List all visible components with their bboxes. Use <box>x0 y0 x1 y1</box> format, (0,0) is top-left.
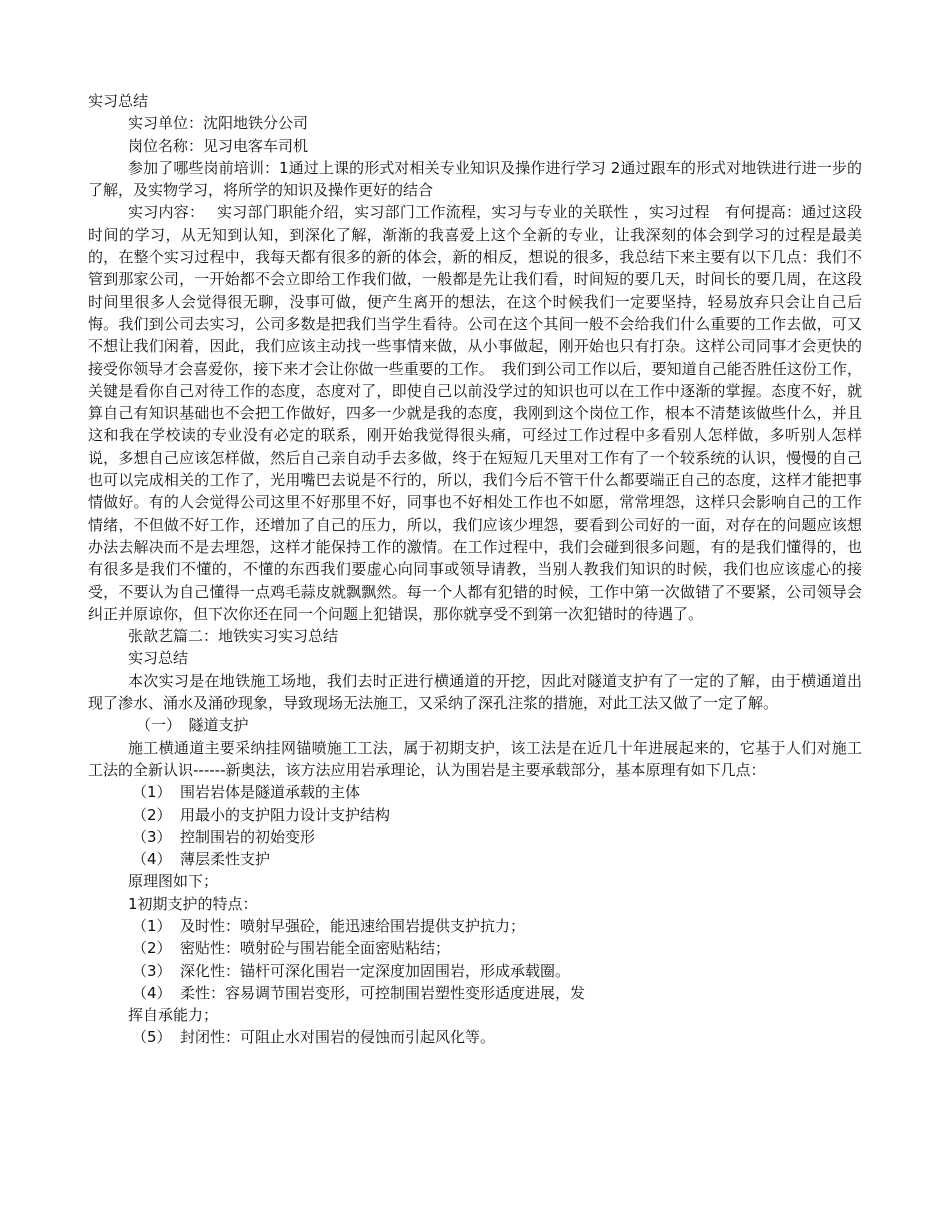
content-paragraph: 实习内容： 实习部门职能介绍，实习部门工作流程，实习与专业的关联性 ，实习过程 有何提高：通过这段时间的学习，从无知到认知，到深化了解，渐渐的我喜爱上这个全新的专业，让我深刻的体会到学习的过程是最美的，在整个实习过程中，我每天都有很多的新的体会，新的相反，想说的很多，我总结下来主要有以下几点：我们不管到那家公司，一开始都不会立即给工作我们做，一般都是先让我们看，时间短的要几天，时间长的要几周，在这段时间里很多人会觉得很无聊，没事可做，便产生离开的想法，在这个时候我们一定要坚持，轻易放弃只会让自己后悔。我们到公司去实习，公司多数是把我们当学生看待。公司在这个其间一般不会给我们什么重要的工作去做，可又不想让我们闲着，因此，我们应该主动找一些事情来做，从小事做起，刚开始也只有打杂。这样公司同事才会更快的接受你领导才会喜爱你，接下来才会让你做一些重要的工作。 我们到公司工作以后，要知道自己能否胜任这份工作，关键是看你自己对待工作的态度，态度对了，即使自己以前没学过的知识也可以在工作中逐渐的掌握。态度不好，就算自己有知识基础也不会把工作做好，四多一少就是我的态度，我刚到这个岗位工作，根本不清楚该做些什么，并且这和我在学校读的专业没有必定的联系，刚开始我觉得很头痛，可经过工作过程中多看别人怎样做，多听别人怎样说，多想自己应该怎样做，然后自己亲自动手去多做，终于在短短几天里对工作有了一个较系统的认识，慢慢的自己也可以完成相关的工作了，光用嘴巴去说是不行的，所以，我们今后不管干什么都要端正自己的态度，这样才能把事情做好。有的人会觉得公司这里不好那里不好，同事也不好相处工作也不如愿，常常埋怨，这样只会影响自己的工作情绪，不但做不好工作，还增加了自己的压力，所以，我们应该少埋怨，要看到公司好的一面，对存在的问题应该想办法去解决而不是去埋怨，这样才能保持工作的激情。在工作过程中，我们会碰到很多问题，有的是我们懂得的，也有很多是我们不懂的，不懂的东西我们要虚心向同事或领导请教，当别人教我们知识的时候，我们也应该虚心的接受，不要认为自己懂得一点鸡毛蒜皮就飘飘然。每一个人都有犯错的时候，工作中第一次做错了不要紧，公司领导会纠正并原谅你，但下次你还在同一个问题上犯错误，那你就享受不到第一次犯错时的待遇了。 <box>88 203 862 623</box>
item-text: 深化性：锚杆可深化围岩一定深度加固围岩，形成承载圈。 <box>180 961 571 980</box>
item-text: 柔性：容易调节围岩变形，可控制围岩塑性变形适度进展，发 <box>180 983 586 1002</box>
position-name: 岗位名称：见习电客车司机 <box>128 136 309 155</box>
diagram-note: 原理图如下； <box>128 872 219 891</box>
document-heading: 实习总结 <box>88 92 149 110</box>
item-number: （3） <box>132 961 172 980</box>
item-number: （4） <box>132 850 172 869</box>
item-number: （1） <box>132 783 172 802</box>
item-text: 控制围岩的初始变形 <box>180 827 316 846</box>
item-number: （3） <box>132 827 172 846</box>
principles-list <box>88 781 862 870</box>
intro-paragraph: 本次实习是在地铁施工场地，我们去时正进行横通道的开挖，因此对隧道支护有了一定的了解，由于横通道出现了渗水、涌水及涌砂现象，导致现场无法施工，又采纳了深孔注浆的措施，对此工法又做了一定了解。 <box>88 671 862 713</box>
item-text: 围岩岩体是隧道承载的主体 <box>180 783 361 802</box>
internship-unit: 实习单位：沈阳地铁分公司 <box>128 114 309 133</box>
item-text: 密贴性：喷射砼与围岩能全面密贴粘结； <box>180 939 451 958</box>
features-title: 1初期支护的特点： <box>128 894 258 913</box>
item-number: （1） <box>132 916 172 935</box>
document-body <box>88 90 862 1049</box>
list-item-continuation: 挥自承能力； <box>128 1006 219 1025</box>
summary-heading: 实习总结 <box>128 649 189 668</box>
item-text: 用最小的支护阻力设计支护结构 <box>180 805 391 824</box>
item-text: 薄层柔性支护 <box>180 850 271 869</box>
training-paragraph: 参加了哪些岗前培训：1通过上课的形式对相关专业知识及操作进行学习 2通过跟车的形式对地铁进行进一步的了解，及实物学习，将所学的知识及操作更好的结合 <box>88 158 862 200</box>
item-text: 及时性：喷射早强砼，能迅速给围岩提供支护抗力； <box>180 916 526 935</box>
list-item <box>88 915 862 937</box>
section-heading: （一） 隧道支护 <box>136 716 249 735</box>
list-item <box>88 781 862 803</box>
features-list <box>88 915 862 1049</box>
list-item <box>88 937 862 959</box>
list-item <box>88 848 862 870</box>
item-number: （4） <box>132 983 172 1002</box>
method-paragraph: 施工横通道主要采纳挂网锚喷施工工法，属于初期支护，该工法是在近几十年进展起来的，它基于人们对施工工法的全新认识------新奥法，该方法应用岩承理论，认为围岩是主要承载部分，基本原理有如下几点： <box>88 738 862 779</box>
list-item <box>88 804 862 826</box>
item-number: （2） <box>132 805 172 824</box>
list-item <box>88 982 862 1004</box>
item-number: （5） <box>132 1028 172 1047</box>
item-number: （2） <box>132 939 172 958</box>
list-item <box>88 960 862 982</box>
part2-title: 张歆艺篇二：地铁实习实习总结 <box>128 627 339 646</box>
list-item <box>88 826 862 848</box>
item-text: 封闭性：可阻止水对围岩的侵蚀而引起风化等。 <box>180 1028 496 1047</box>
list-item <box>88 1026 862 1048</box>
